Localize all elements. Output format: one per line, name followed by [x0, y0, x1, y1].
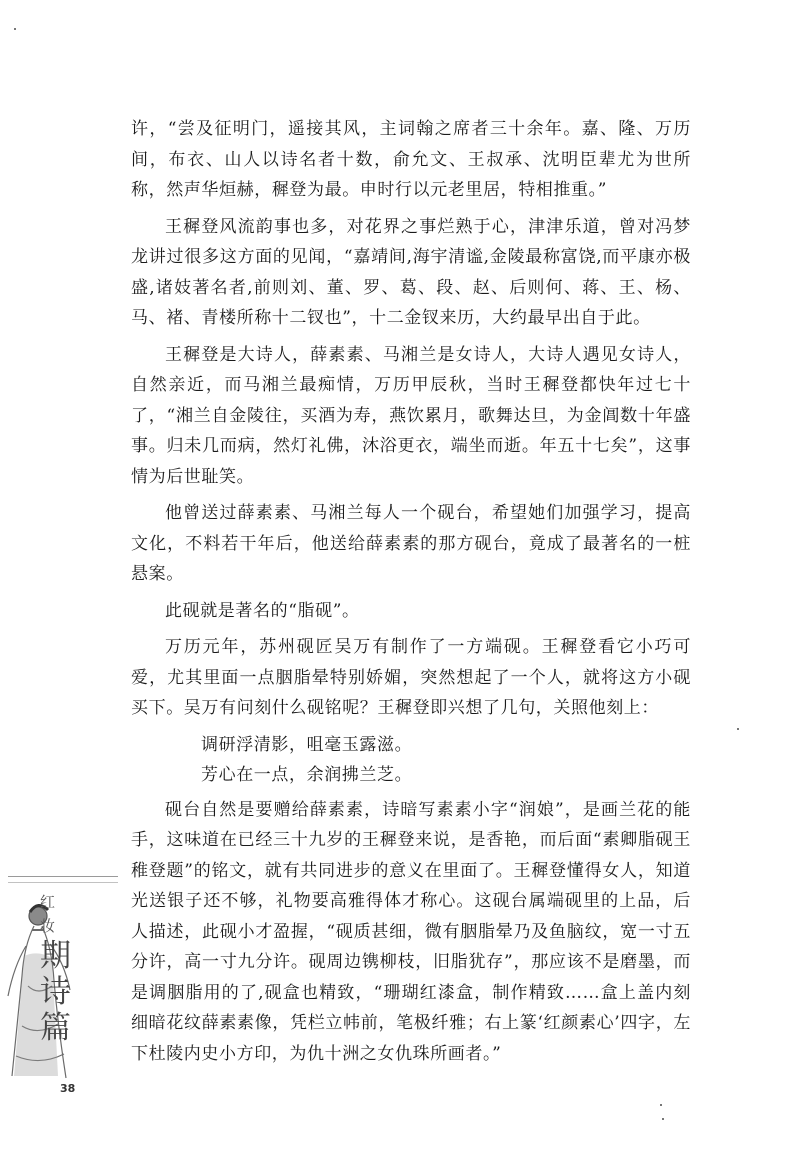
paragraph-4: 他曾送过薛素素、马湘兰每人一个砚台，希望她们加强学习，提高文化，不料若干年后，他送给薛素素的那方砚台，竟成了最著名的一桩悬案。 [131, 503, 691, 584]
scan-speck [737, 728, 739, 730]
series-decoration [0, 856, 124, 1088]
series-title-char: 妆 [40, 917, 56, 935]
paragraph-5: 此砚就是著名的“脂砚”。 [165, 600, 360, 621]
body-text [131, 114, 691, 1075]
paragraph-3: 王穉登是大诗人，薛素素、马湘兰是女诗人，大诗人遇见女诗人，自然亲近，而马湘兰最痴情，万历甲辰秋，当时王穉登都快年过七十了，“湘兰自金陵往，买酒为寿，燕饮累月，歌舞达旦，为金阊数十年盛事。归未几而病，然灯礼佛，沐浴更衣，端坐而逝。年五十七矣”，这事情为后世耻笑。 [131, 344, 691, 487]
scan-speck [660, 1104, 662, 1106]
series-title-char: 诗 [40, 974, 71, 1010]
series-title-char: 红 [40, 893, 56, 911]
decorative-rule [8, 882, 118, 883]
scan-speck [662, 1118, 664, 1120]
decorative-rule [8, 876, 118, 877]
scan-speck [14, 28, 16, 30]
paragraph-1: 许，“尝及征明门，遥接其风，主词翰之席者三十余年。嘉、隆、万历间，布衣、山人以诗名者十数，俞允文、王叔承、沈明臣辈尤为世所称，然声华烜赫，穉登为最。申时行以元老里居，特相推重。” [131, 119, 691, 200]
paragraph-6: 万历元年，苏州砚匠吴万有制作了一方端砚。王穉登看它小巧可爱，尤其里面一点胭脂晕特别娇媚，突然想起了一个人，就将这方小砚买下。吴万有问刻什么砚铭呢？王穉登即兴想了几句，关照他刻上： [131, 637, 691, 718]
paragraph-7: 砚台自然是要赠给薛素素，诗暗写素素小字“润娘”，是画兰花的能手，这味道在已经三十九岁的王穉登来说，是香艳，而后面“素卿脂砚王稚登题”的铭文，就有共同进步的意义在里面了。王穉登懂得女人，知道光送银子还不够，礼物要高雅得体才称心。这砚台属端砚里的上品，后人描述，此砚小才盈握，“砚质甚细，微有胭脂晕乃及鱼脑纹，宽一寸五分许，高一寸九分许。砚周边镌柳枝，旧脂犹存”，那应该不是磨墨，而是调胭脂用的了,砚盒也精致，“珊瑚红漆盒，制作精致……盒上盖内刻细暗花纹薛素素像，凭栏立帏前，笔极纤雅；右上篆‘红颜素心’四字，左下杜陵内史小方印，为仇十洲之女仇珠所画者。” [131, 799, 691, 1064]
series-title-char: 期 [40, 938, 71, 974]
paragraph-2: 王穉登风流韵事也多，对花界之事烂熟于心，津津乐道，曾对冯梦龙讲过很多这方面的见闻，“嘉靖间,海宇清谧,金陵最称富饶,而平康亦极盛,诸妓著名者,前则刘、董、罗、葛、段、赵、后则何、蒋、王、杨、马、褚、青楼所称十二钗也”，十二金钗来历，大约最早出自于此。 [131, 216, 691, 328]
verse-line-1: 调研浮清影，咀毫玉露滋。 [201, 734, 413, 755]
series-title-char: 篇 [40, 1010, 71, 1046]
page-number: 38 [60, 1082, 76, 1095]
series-title [40, 890, 124, 1046]
verse-line-2: 芳心在一点，余润拂兰芝。 [201, 765, 413, 785]
